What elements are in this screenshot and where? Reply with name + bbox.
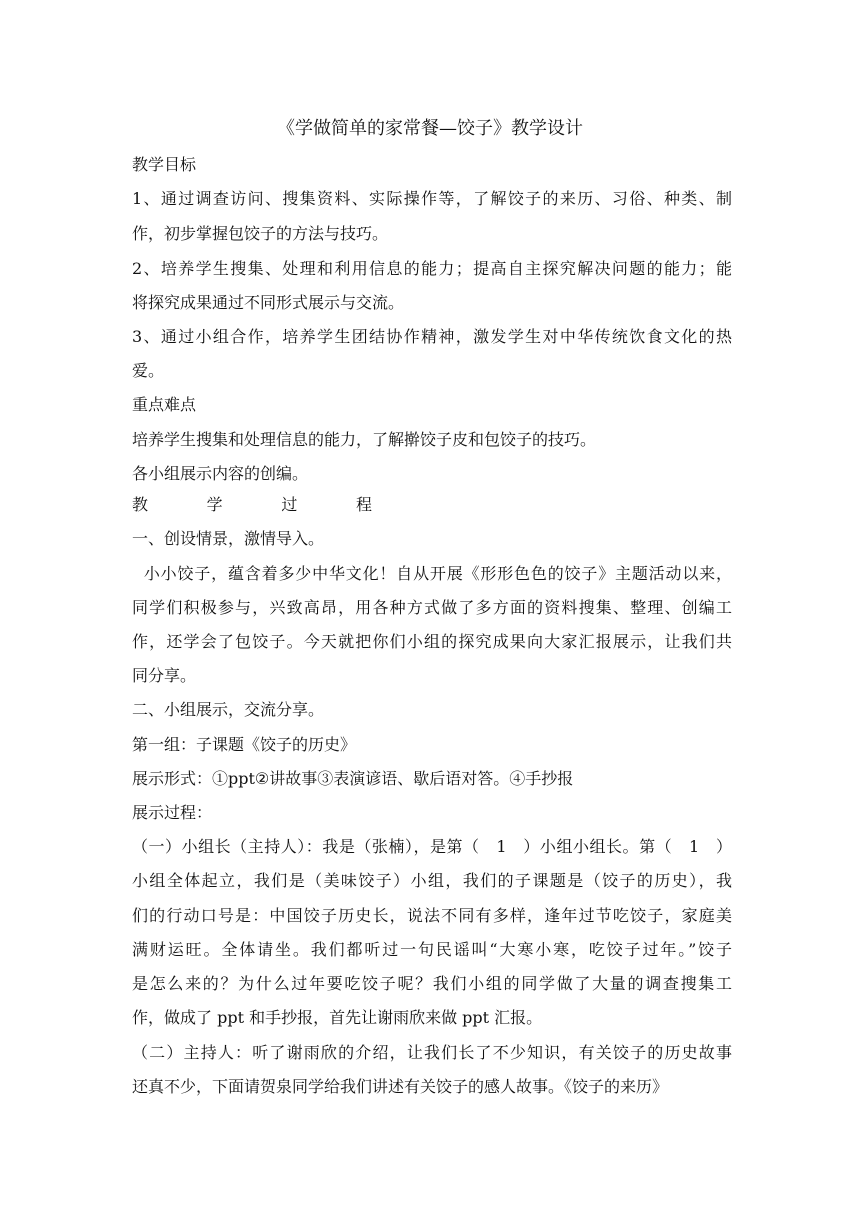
display-forms: 展示形式：①ppt②讲故事③表演谚语、歇后语对答。④手抄报 bbox=[132, 769, 574, 788]
heading-teaching-objectives: 教学目标 bbox=[132, 155, 197, 174]
step-1-line-3: 们的行动口号是：中国饺子历史长，说法不同有多样，逢年过节吃饺子，家庭美 bbox=[132, 906, 732, 925]
step-2-line-2: 还真不少，下面请贺泉同学给我们讲述有关饺子的感人故事。《饺子的来历》 bbox=[132, 1077, 669, 1096]
step-1-line-4: 满财运旺。全体请坐。我们都听过一句民谣叫“大寒小寒，吃饺子过年。”饺子 bbox=[132, 940, 732, 959]
step-1-line-5: 是怎么来的？为什么过年要吃饺子呢？我们小组的同学做了大量的调查搜集工 bbox=[132, 974, 732, 993]
intro-paragraph-line-3: 作，还学会了包饺子。今天就把你们小组的探究成果向大家汇报展示，让我们共 bbox=[132, 632, 732, 651]
step-2-line-1: （二）主持人：听了谢雨欣的介绍，让我们长了不少知识，有关饺子的历史故事 bbox=[132, 1043, 732, 1062]
step-1-line-2: 小组全体起立，我们是（美味饺子）小组，我们的子课题是（饺子的历史），我 bbox=[132, 871, 732, 890]
objective-2-line-1: 2、培养学生搜集、处理和利用信息的能力；提高自主探究解决问题的能力；能 bbox=[132, 259, 732, 278]
section-1-heading: 一、创设情景，激情导入。 bbox=[132, 529, 325, 548]
document-title: 《学做简单的家常餐—饺子》教学设计 bbox=[277, 118, 583, 139]
heading-key-difficulties: 重点难点 bbox=[132, 395, 197, 414]
section-2-heading: 二、小组展示，交流分享。 bbox=[132, 700, 325, 719]
heading-teaching-process bbox=[132, 493, 372, 517]
objective-1-line-2: 作，初步掌握包饺子的方法与技巧。 bbox=[132, 224, 389, 243]
key-point-line: 培养学生搜集和处理信息的能力，了解擀饺子皮和包饺子的技巧。 bbox=[132, 430, 597, 449]
intro-paragraph-line-4: 同分享。 bbox=[132, 666, 197, 685]
difficulty-line: 各小组展示内容的创编。 bbox=[132, 464, 309, 483]
process-heading-char-4: 程 bbox=[355, 495, 372, 514]
process-heading-char-1: 教 bbox=[132, 495, 149, 514]
objective-2-line-2: 将探究成果通过不同形式展示与交流。 bbox=[132, 293, 405, 312]
intro-paragraph-line-2: 同学们积极参与，兴致高昂，用各种方式做了多方面的资料搜集、整理、创编工 bbox=[132, 598, 732, 617]
objective-3-line-1: 3、通过小组合作，培养学生团结协作精神，激发学生对中华传统饮食文化的热 bbox=[132, 327, 732, 346]
objective-3-line-2: 爱。 bbox=[132, 361, 165, 380]
process-heading-char-3: 过 bbox=[281, 495, 298, 514]
objective-1-line-1: 1、通过调查访问、搜集资料、实际操作等，了解饺子的来历、习俗、种类、制 bbox=[132, 189, 732, 208]
step-1-line-6: 作，做成了 ppt 和手抄报，首先让谢雨欣来做 ppt 汇报。 bbox=[132, 1008, 543, 1027]
group-1-topic: 第一组：子课题《饺子的历史》 bbox=[132, 735, 357, 754]
step-1-line-1: （一）小组长（主持人）：我是（张楠），是第（ 1 ）小组小组长。第（ 1 ） bbox=[132, 837, 732, 856]
intro-paragraph-line-1: 小小饺子，蕴含着多少中华文化！自从开展《形形色色的饺子》主题活动以来， bbox=[132, 564, 732, 583]
display-process-label: 展示过程： bbox=[132, 803, 213, 822]
process-heading-char-2: 学 bbox=[206, 495, 223, 514]
